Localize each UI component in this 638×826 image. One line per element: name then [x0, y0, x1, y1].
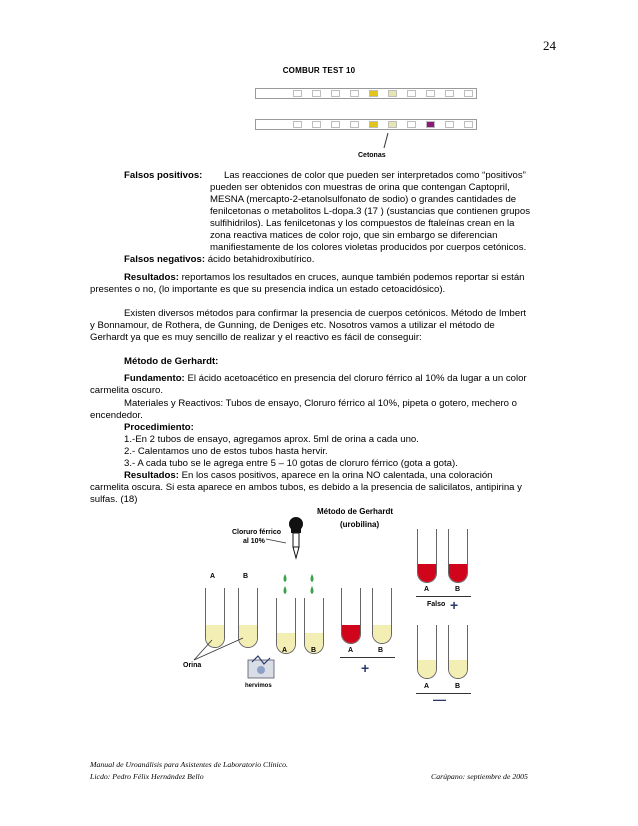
test-tube-b-drops — [304, 598, 324, 654]
strip-pad — [464, 121, 473, 128]
red-fill — [342, 625, 360, 643]
red-fill — [418, 564, 436, 582]
test-strip-positive — [255, 119, 477, 130]
text-line: pueden ser obtenidos con muestras de orina que contengan Captopril, — [210, 182, 510, 193]
strip-pad — [293, 90, 302, 97]
resultados-line-1 — [124, 272, 525, 284]
plus-sign: + — [450, 597, 459, 613]
diagram-title: Método de Gerhardt — [317, 507, 394, 516]
footer-date: Carúpano: septiembre de 2005 — [431, 772, 528, 781]
resultados2-line-1 — [124, 470, 493, 482]
falso-label: Falso — [427, 601, 446, 608]
step-1: 1.-En 2 tubos de ensayo, agregamos aprox. 5ml de orina a cada uno. — [124, 434, 419, 445]
falsos-negativos-title: Falsos negativos: — [124, 254, 206, 265]
result-tube-b — [372, 588, 392, 644]
resultados-text: reportamos los resultados en cruces, aunque también podemos reportar si están — [181, 272, 525, 283]
strip-pad — [388, 121, 397, 128]
existen-line-3: Gerhardt ya que es muy sencillo de realizar y el reactivo es fácil de conseguir: — [90, 332, 422, 343]
cetonas-label: Cetonas — [358, 152, 386, 159]
text-line: sulfihidrilos). Las fenilcetonas y los compuestos de ftaleínas crean en la — [210, 218, 515, 229]
existen-line-1: Existen diversos métodos para confirmar la presencia de cuerpos cetónicos. Método de Imbert — [124, 308, 527, 319]
falso-tube-a — [417, 529, 437, 583]
resultados2-line-2: carmelita oscura. Si esta aparece en ambos tubos, es debido a la presencia de salicilatos, antipirina y — [90, 482, 522, 493]
footer-line-2: Licdo: Pedro Félix Hernández Bello — [90, 772, 204, 781]
result-b-label: B — [378, 647, 384, 654]
strip-pad — [350, 121, 359, 128]
tube-b-label: B — [311, 647, 317, 654]
step-3: 3.- A cada tubo se le agrega entre 5 – 10 gotas de cloruro férrico (gota a gota). — [124, 458, 458, 469]
strip-pad — [312, 90, 321, 97]
negative-tube-b — [448, 625, 468, 679]
strip-pad — [445, 121, 454, 128]
divider — [416, 596, 471, 597]
tube-a-label: A — [282, 647, 288, 654]
burner-icon — [244, 652, 280, 682]
result-tube-a — [341, 588, 361, 644]
resultados2-line-3: sulfas. (18) — [90, 494, 138, 505]
metodo-title: Método de Gerhardt: — [124, 356, 219, 367]
divider — [340, 657, 395, 658]
text-line: fenilcetonas o metabolitos L-dopa.3 (17 ) (sustancias que contienen grupos — [210, 206, 530, 217]
fundamento-line-2: carmelita oscuro. — [90, 385, 164, 396]
strip-pad — [388, 90, 397, 97]
strip-pad — [464, 90, 473, 97]
negative-tube-a — [417, 625, 437, 679]
text-line: MESNA (mercapto-2-etanolsulfonato de sodio) o grandes cantidades de — [210, 194, 517, 205]
strip-title: COMBUR TEST 10 — [282, 66, 356, 75]
strip-pad — [407, 90, 416, 97]
strip-pad — [369, 121, 378, 128]
urine-fill — [418, 660, 436, 678]
falsos-positivos-title: Falsos positivos: — [124, 170, 203, 181]
falsos-negativos-text: ácido betahidroxibutírico. — [207, 254, 315, 265]
test-tube-a-drops — [276, 598, 296, 654]
plus-sign: + — [361, 660, 370, 676]
text-line: zona reactiva matices de color rojo, que sin embargo se diferencian — [210, 230, 498, 241]
page-number: 24 — [543, 38, 556, 53]
test-strip-normal — [255, 88, 477, 99]
strip-pad — [350, 90, 359, 97]
urine-fill — [449, 660, 467, 678]
strip-pad — [445, 90, 454, 97]
falso-tube-b — [448, 529, 468, 583]
fundamento-text: El ácido acetoacético en presencia del cloruro férrico al 10% da lugar a un color — [187, 373, 527, 384]
strip-pad — [426, 90, 435, 97]
pointer-line-icon — [264, 535, 290, 547]
strip-pad — [426, 121, 435, 128]
minus-sign: — — [433, 692, 446, 707]
footer-line-1: Manual de Uroanálisis para Asistentes de Laboratorio Clínico. — [90, 760, 288, 769]
text-line: manifiestamente de los colores violetas producidos por cuerpos cetónicos. — [210, 242, 527, 253]
result-a-label: A — [348, 647, 354, 654]
strip-pad — [369, 90, 378, 97]
negative-b-label: B — [455, 683, 461, 690]
step-2: 2.- Calentamos uno de estos tubos hasta hervir. — [124, 446, 328, 457]
resultados2-title: Resultados: — [124, 470, 179, 481]
resultados-line-2: presentes o no, (lo importante es que su presencia indica un estado cetoacidósico). — [90, 284, 446, 295]
procedimiento-title: Procedimiento: — [124, 422, 194, 433]
text-line: Las reacciones de color que pueden ser interpretados como “positivos” — [224, 170, 526, 181]
strip-pad — [312, 121, 321, 128]
strip-pad — [407, 121, 416, 128]
reagent-label-2: al 10% — [243, 538, 265, 545]
fundamento-line-1 — [124, 373, 527, 385]
tube-b-label: B — [243, 573, 249, 580]
resultados2-text: En los casos positivos, aparece en la orina NO calentada, una coloración — [181, 470, 493, 481]
resultados-title: Resultados: — [124, 272, 179, 283]
materiales-line-1: Materiales y Reactivos: Tubos de ensayo, Cloruro férrico al 10%, pipeta o gotero, mechero o — [124, 398, 518, 409]
urine-fill — [373, 625, 391, 643]
orina-label: Orina — [183, 662, 202, 669]
falsos-negativos — [124, 254, 314, 266]
tube-a-label: A — [210, 573, 216, 580]
falsos-positivos-text — [210, 170, 562, 254]
negative-a-label: A — [424, 683, 430, 690]
falso-b-label: B — [455, 586, 461, 593]
materiales-line-2: encendedor. — [90, 410, 143, 421]
red-fill — [449, 564, 467, 582]
existen-line-2: y Bonnamour, de Rothera, de Gunning, de Deniges etc. Nosotros vamos a utilizar el método de — [90, 320, 495, 331]
strip-pad — [293, 121, 302, 128]
reagent-label-1: Cloruro férrico — [232, 529, 282, 536]
arrow-icon — [380, 130, 394, 150]
diagram-subtitle: (urobilina) — [340, 520, 380, 529]
strip-pad — [331, 121, 340, 128]
fundamento-title: Fundamento: — [124, 373, 185, 384]
hervimos-label: hervimos — [245, 683, 272, 689]
falso-a-label: A — [424, 586, 430, 593]
strip-pad — [331, 90, 340, 97]
